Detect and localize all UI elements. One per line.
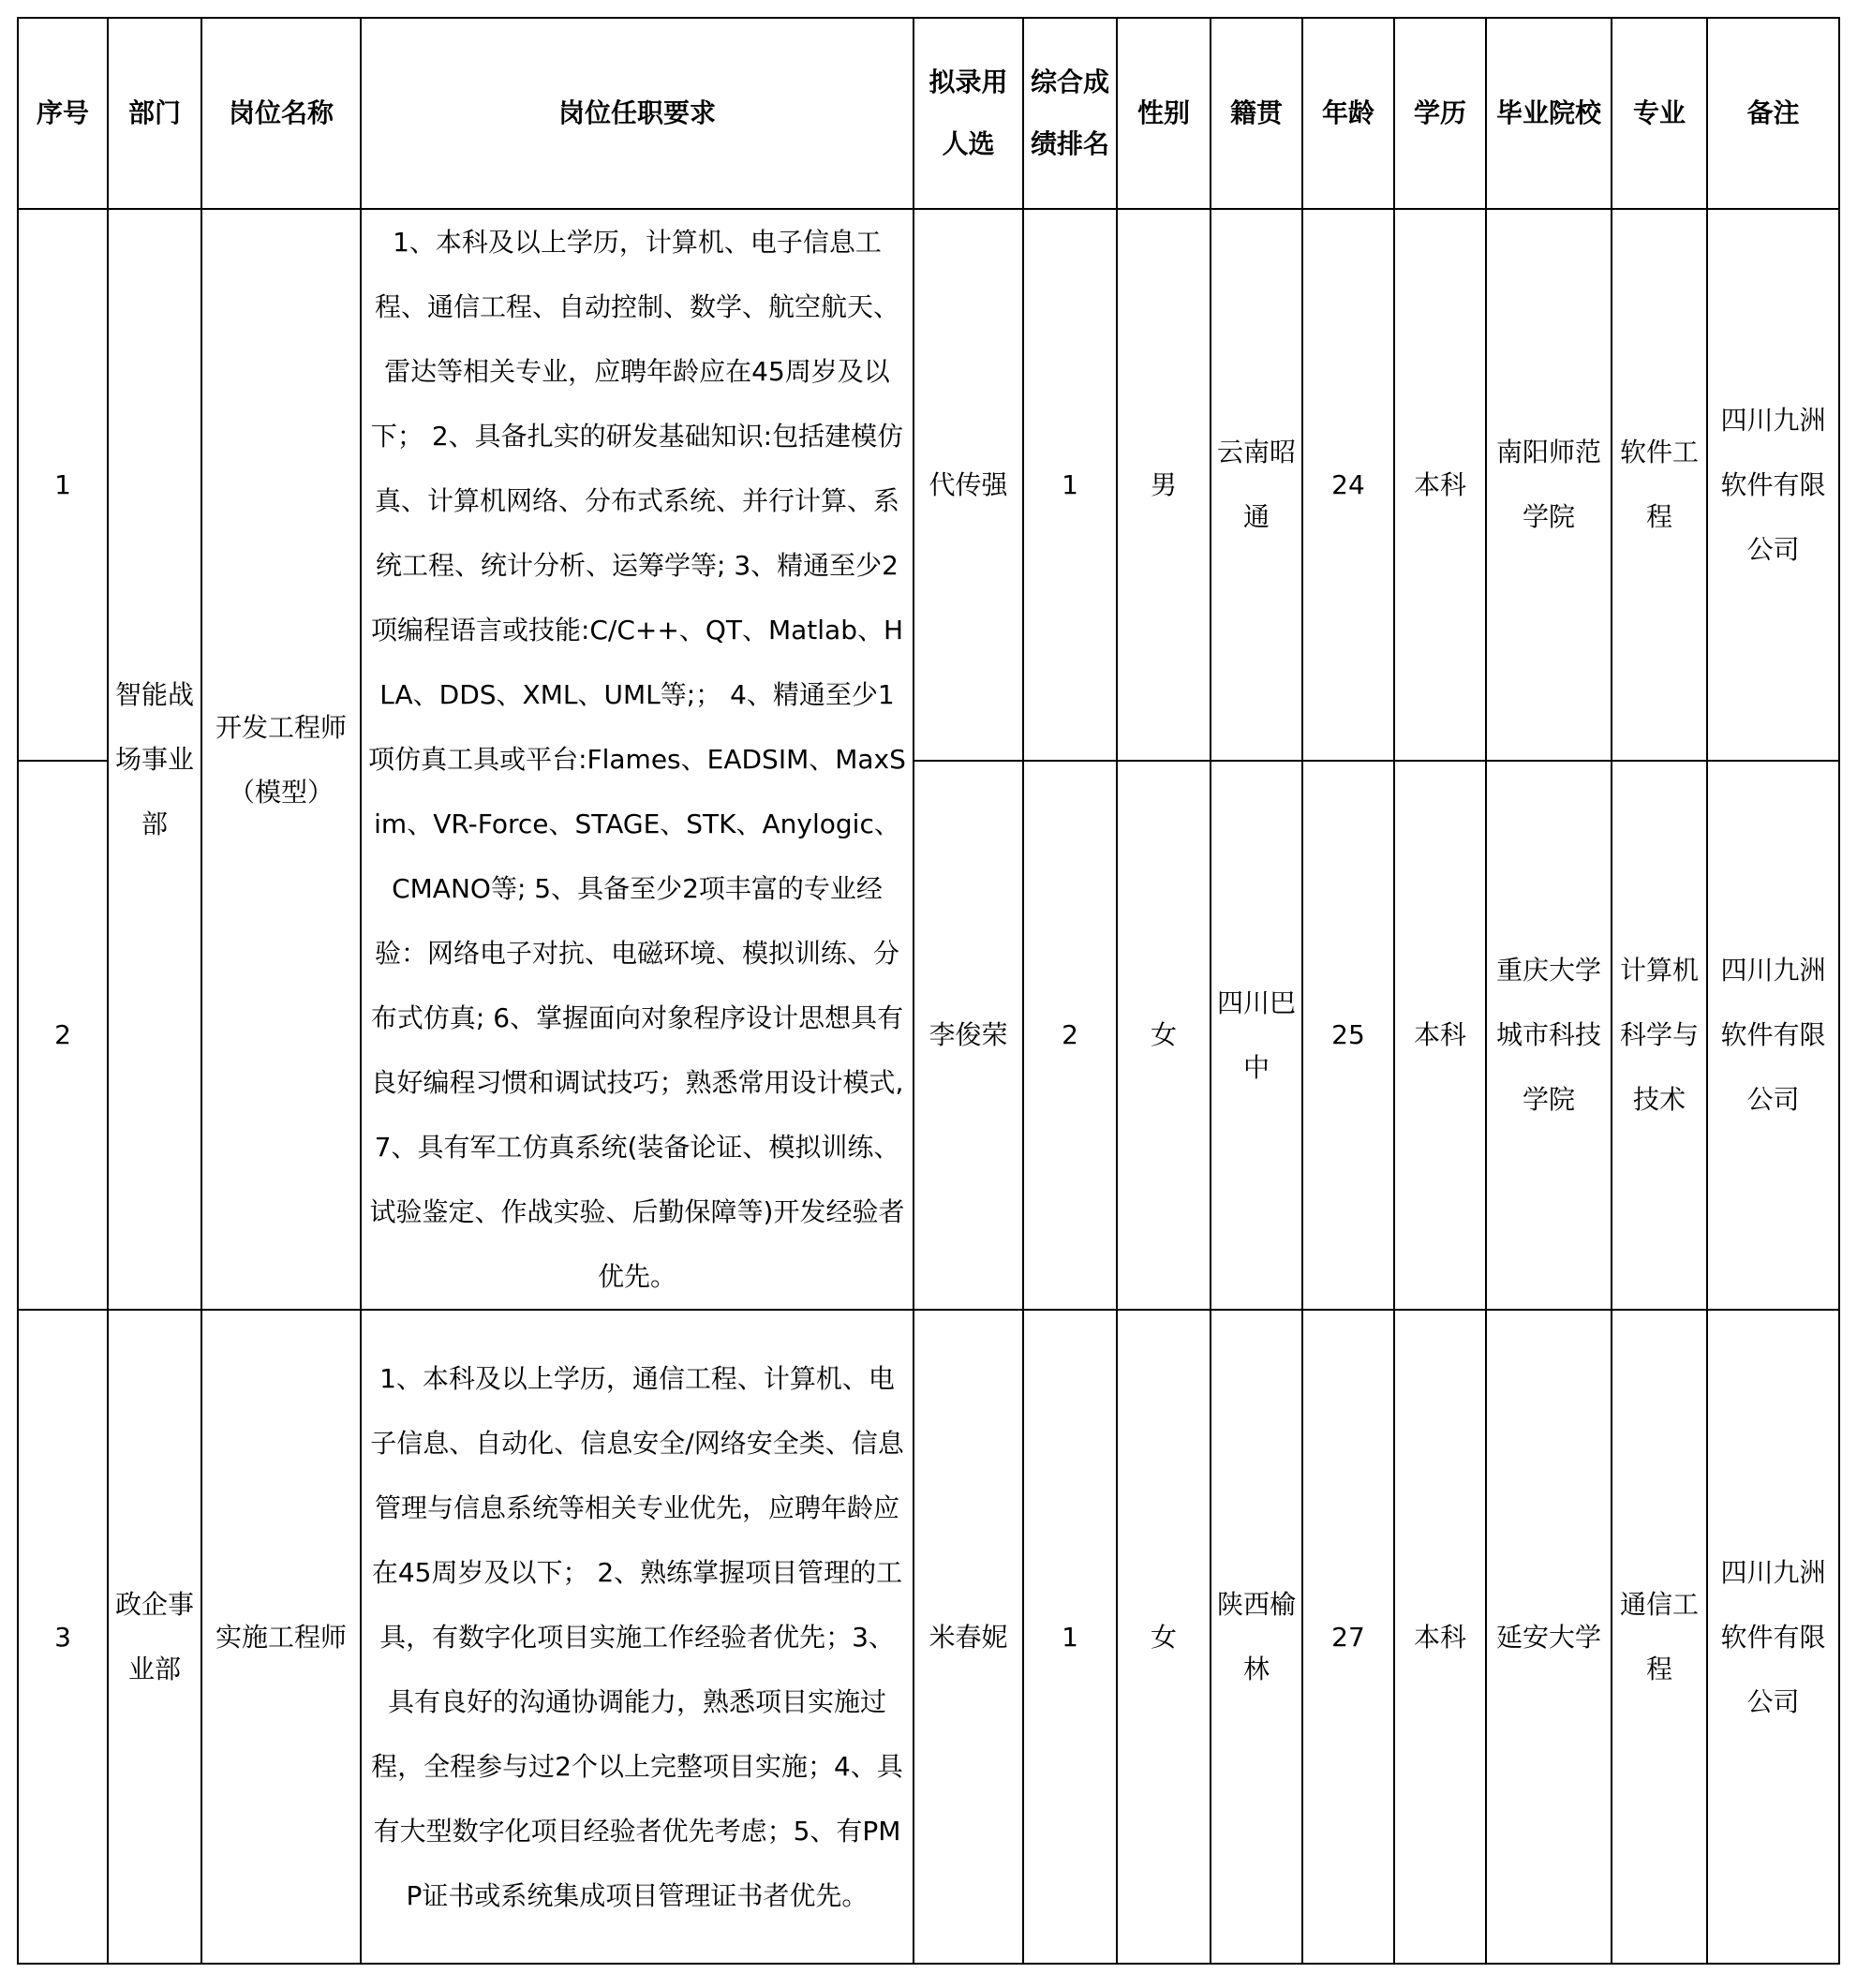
cell-candidate: 代传强 bbox=[914, 209, 1023, 761]
cell-rank: 1 bbox=[1023, 209, 1117, 761]
table-row bbox=[18, 1310, 1839, 1964]
cell-origin: 四川巴中 bbox=[1211, 761, 1302, 1311]
cell-school: 南阳师范学院 bbox=[1486, 209, 1612, 761]
cell-seq: 2 bbox=[18, 761, 108, 1311]
recruitment-table bbox=[17, 17, 1840, 1965]
cell-requirements: 1、本科及以上学历，通信工程、计算机、电子信息、自动化、信息安全/网络安全类、信息管理与信息系统等相关专业优先，应聘年龄应在45周岁及以下； 2、熟练掌握项目管理的工具，有数字化项目实施工作经验者优先；3、具有良好的沟通协调能力，熟悉项目实施过程，全程参与过2个以上完整项目实施；4、具有大型数字化项目经验者优先考虑；5、有PMP证书或系统集成项目管理证书者优先。 bbox=[361, 1310, 914, 1964]
header-education: 学历 bbox=[1394, 18, 1486, 209]
cell-dept: 智能战场事业部 bbox=[108, 209, 201, 1310]
header-remark: 备注 bbox=[1707, 18, 1839, 209]
header-school: 毕业院校 bbox=[1486, 18, 1612, 209]
cell-gender: 女 bbox=[1117, 1310, 1211, 1964]
cell-major: 软件工程 bbox=[1612, 209, 1707, 761]
cell-education: 本科 bbox=[1394, 1310, 1486, 1964]
header-gender: 性别 bbox=[1117, 18, 1211, 209]
header-age: 年龄 bbox=[1302, 18, 1394, 209]
header-seq: 序号 bbox=[18, 18, 108, 209]
cell-candidate: 米春妮 bbox=[914, 1310, 1023, 1964]
cell-school: 延安大学 bbox=[1486, 1310, 1612, 1964]
cell-dept: 政企事业部 bbox=[108, 1310, 201, 1964]
cell-age: 24 bbox=[1302, 209, 1394, 761]
cell-rank: 1 bbox=[1023, 1310, 1117, 1964]
cell-position: 实施工程师 bbox=[201, 1310, 361, 1964]
header-dept: 部门 bbox=[108, 18, 201, 209]
header-position: 岗位名称 bbox=[201, 18, 361, 209]
cell-remark: 四川九洲软件有限公司 bbox=[1707, 1310, 1839, 1964]
cell-remark: 四川九洲软件有限公司 bbox=[1707, 761, 1839, 1311]
cell-major: 通信工程 bbox=[1612, 1310, 1707, 1964]
cell-major: 计算机科学与技术 bbox=[1612, 761, 1707, 1311]
cell-gender: 女 bbox=[1117, 761, 1211, 1311]
cell-seq: 1 bbox=[18, 209, 108, 761]
cell-education: 本科 bbox=[1394, 209, 1486, 761]
header-candidate: 拟录用人选 bbox=[914, 18, 1023, 209]
header-row bbox=[18, 18, 1839, 209]
cell-remark: 四川九洲软件有限公司 bbox=[1707, 209, 1839, 761]
cell-seq: 3 bbox=[18, 1310, 108, 1964]
cell-education: 本科 bbox=[1394, 761, 1486, 1311]
cell-origin: 陕西榆林 bbox=[1211, 1310, 1302, 1964]
header-origin: 籍贯 bbox=[1211, 18, 1302, 209]
header-requirements: 岗位任职要求 bbox=[361, 18, 914, 209]
cell-age: 25 bbox=[1302, 761, 1394, 1311]
header-rank: 综合成绩排名 bbox=[1023, 18, 1117, 209]
cell-age: 27 bbox=[1302, 1310, 1394, 1964]
cell-candidate: 李俊荣 bbox=[914, 761, 1023, 1311]
table-row bbox=[18, 209, 1839, 761]
cell-origin: 云南昭通 bbox=[1211, 209, 1302, 761]
cell-school: 重庆大学城市科技学院 bbox=[1486, 761, 1612, 1311]
header-major: 专业 bbox=[1612, 18, 1707, 209]
cell-requirements: 1、本科及以上学历，计算机、电子信息工程、通信工程、自动控制、数学、航空航天、雷达等相关专业，应聘年龄应在45周岁及以下； 2、具备扎实的研发基础知识:包括建模仿真、计算机网络、分布式系统、并行计算、系统工程、统计分析、运筹学等; 3、精通至少2项编程语言或技能:C/C++、QT、Matlab、HLA、DDS、XML、UML等;； 4、精通至少1项仿真工具或平台:Flames、EADSIM、MaxSim、VR-Force、STAGE、STK、Anylogic、CMANO等; 5、具备至少2项丰富的专业经验：网络电子对抗、电磁环境、模拟训练、分布式仿真; 6、掌握面向对象程序设计思想具有良好编程习惯和调试技巧；熟悉常用设计模式, 7、具有军工仿真系统(装备论证、模拟训练、试验鉴定、作战实验、后勤保障等)开发经验者优先。 bbox=[361, 209, 914, 1310]
cell-rank: 2 bbox=[1023, 761, 1117, 1311]
cell-position: 开发工程师（模型） bbox=[201, 209, 361, 1310]
cell-gender: 男 bbox=[1117, 209, 1211, 761]
